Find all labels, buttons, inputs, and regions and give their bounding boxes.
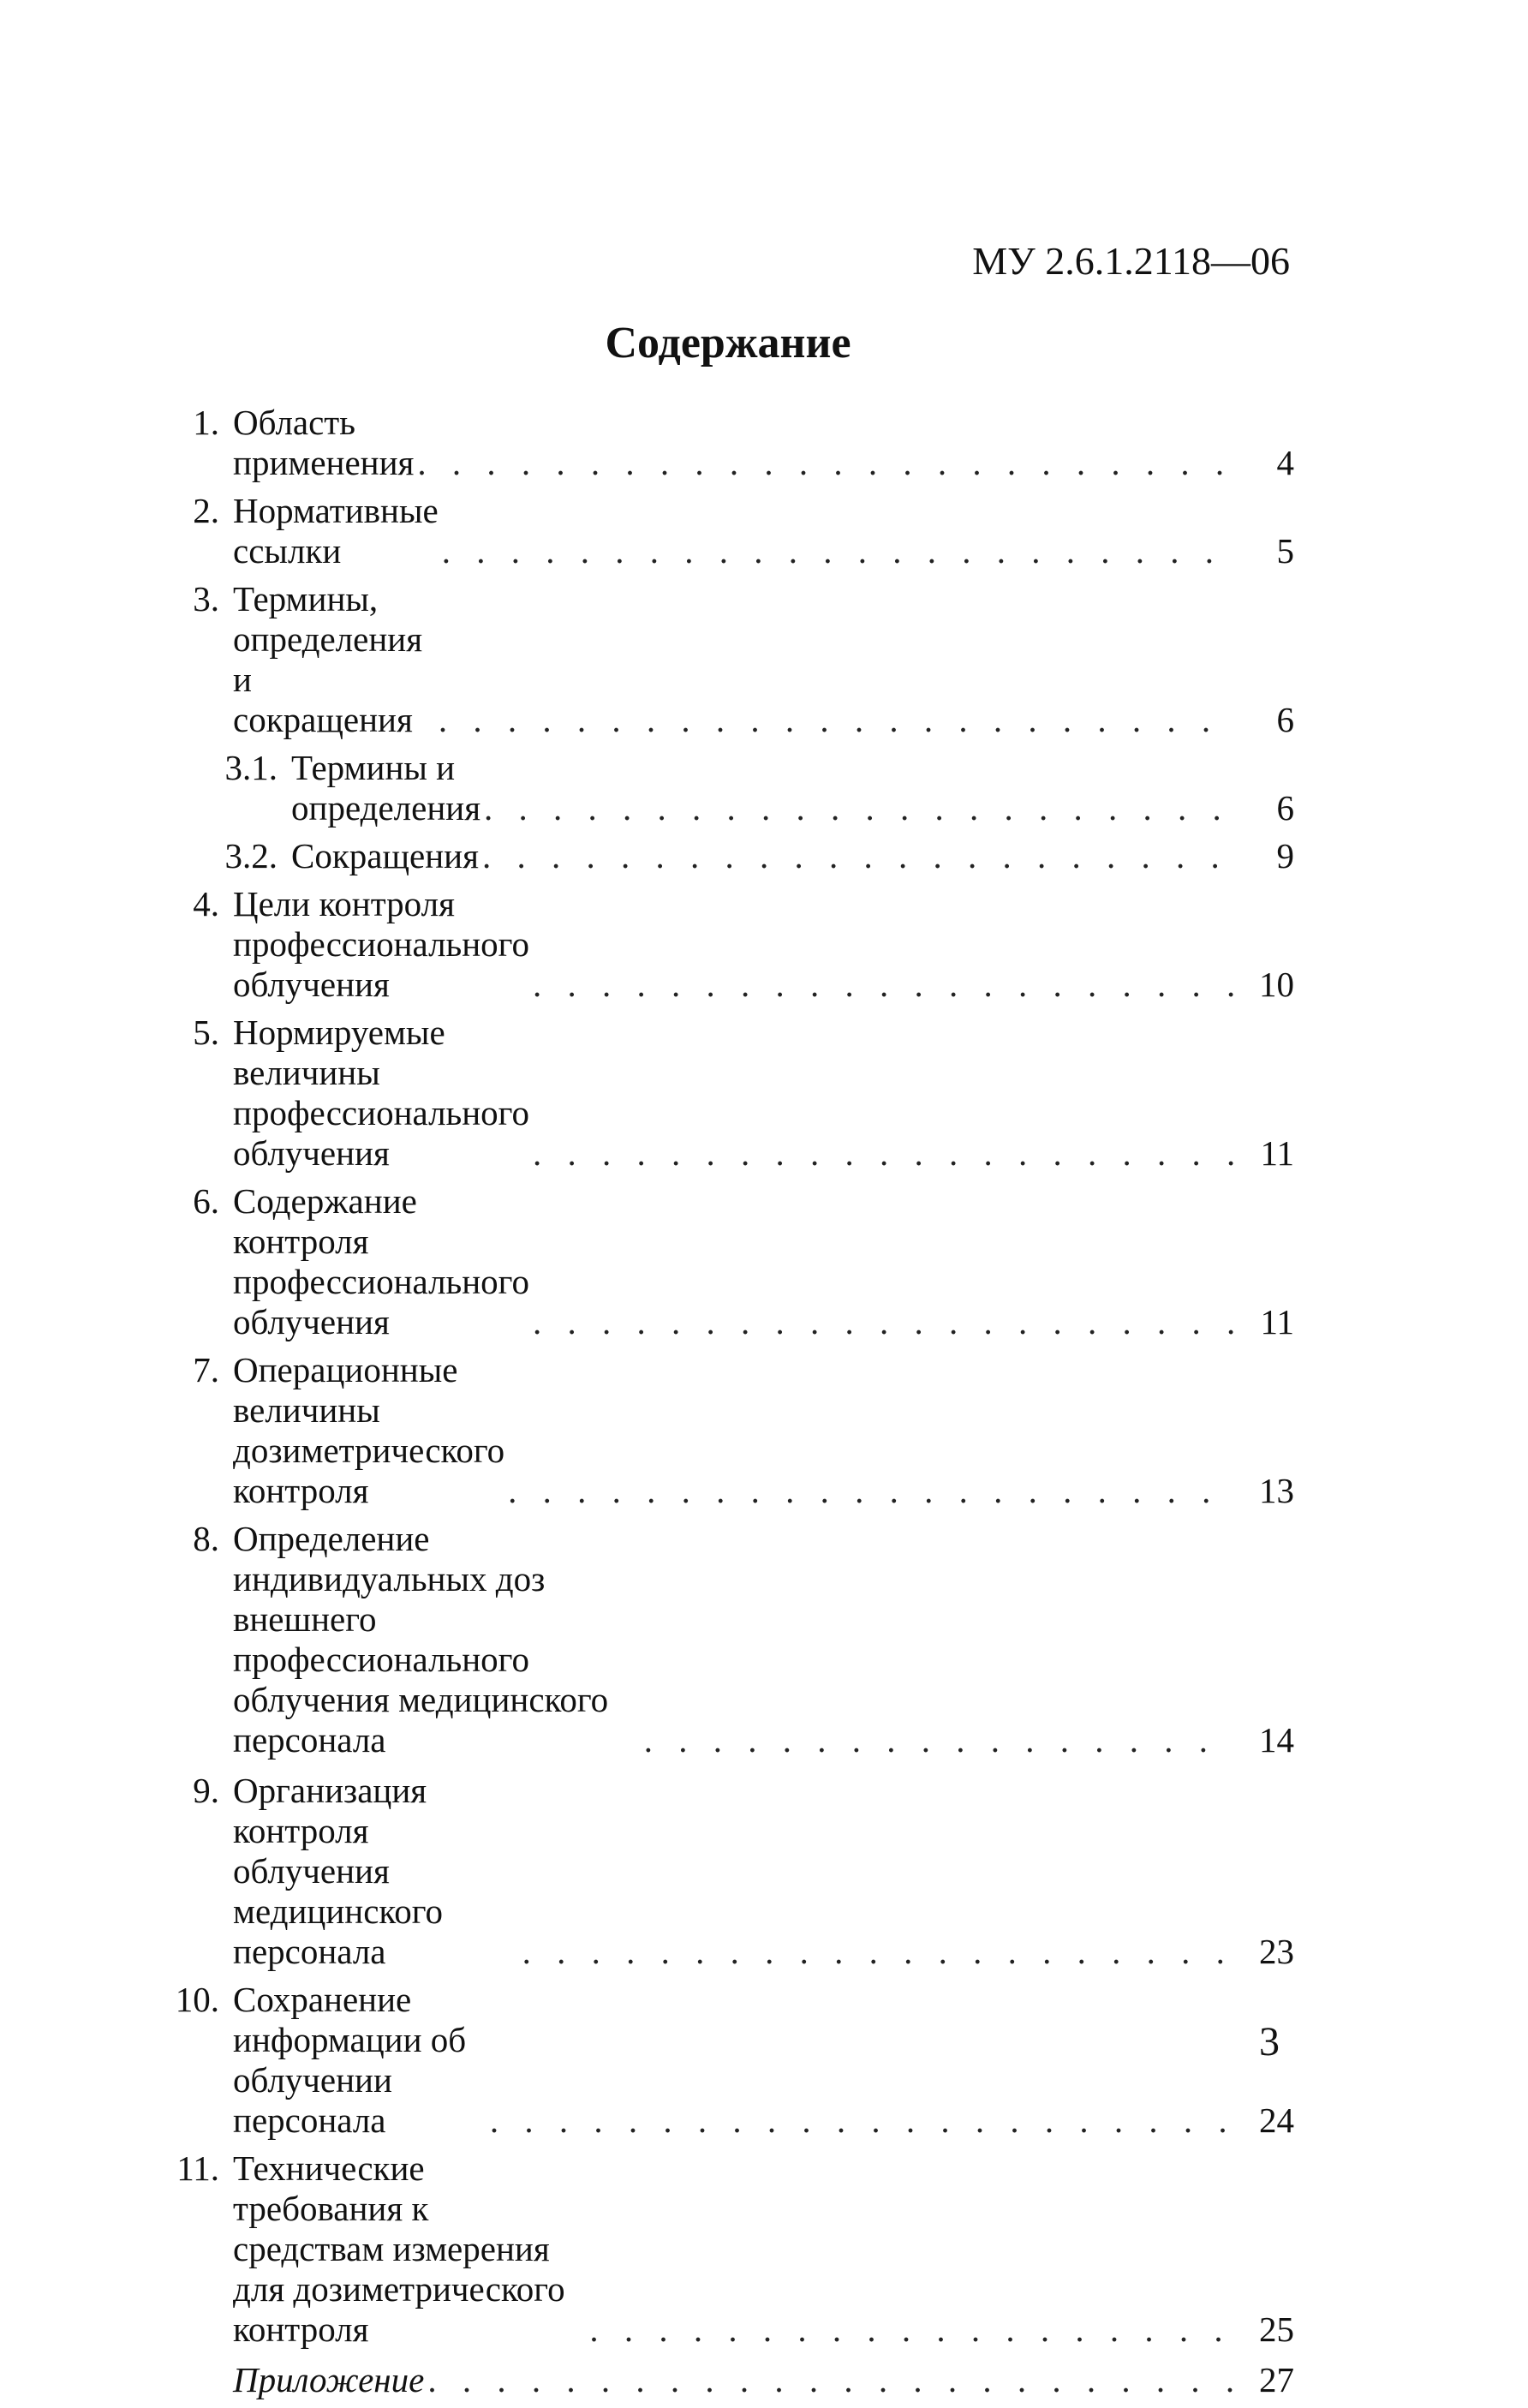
toc-item[interactable] xyxy=(151,2148,1294,2350)
toc-item-number: 8. xyxy=(193,1519,219,1558)
toc-subitem[interactable] xyxy=(151,836,1294,876)
page-number: 3 xyxy=(1259,2019,1280,2064)
toc-item-page: 6 xyxy=(1276,788,1294,828)
dot-leader xyxy=(490,2100,1234,2141)
toc-item-appendix[interactable] xyxy=(151,2360,1294,2400)
toc-item-number: 4. xyxy=(193,884,219,923)
toc-item[interactable] xyxy=(151,579,1294,740)
toc-item-number: 5. xyxy=(193,1013,219,1052)
toc-item-title: Нормативные ссылки xyxy=(233,491,439,571)
toc-item-page: 25 xyxy=(1259,2309,1294,2349)
toc-item-page: 11 xyxy=(1260,1133,1294,1173)
dot-leader xyxy=(482,836,1234,876)
dot-leader xyxy=(442,531,1234,571)
toc-item-number: 11. xyxy=(176,2148,219,2188)
toc-item-title: Сохранение информации об облучении персонала xyxy=(233,1980,467,2140)
toc-item-title: Термины, определения и сокращения xyxy=(233,579,423,739)
toc-item-title: Содержание контроля профессионального облучения xyxy=(233,1181,529,1341)
toc-item-page: 27 xyxy=(1259,2360,1294,2399)
toc-item[interactable] xyxy=(151,1980,1294,2141)
dot-leader xyxy=(644,1720,1234,1760)
toc-item-number: 3.1. xyxy=(224,748,278,787)
toc-item-title: Определение индивидуальных доз внешнего профессионального облучения медицинского персонала xyxy=(233,1519,609,1760)
dot-leader xyxy=(533,1302,1234,1342)
table-of-contents xyxy=(151,403,1294,2408)
toc-item-page: 9 xyxy=(1276,836,1294,875)
dot-leader xyxy=(417,443,1234,483)
dot-leader xyxy=(508,1471,1234,1511)
toc-item-number: 3. xyxy=(193,579,219,618)
toc-item-page: 5 xyxy=(1276,531,1294,571)
toc-item-number: 6. xyxy=(193,1181,219,1221)
toc-item-title: Сокращения xyxy=(291,836,479,875)
toc-item-page: 23 xyxy=(1259,1932,1294,1971)
toc-item[interactable] xyxy=(151,1771,1294,1972)
toc-item[interactable] xyxy=(151,884,1294,1005)
toc-item-number: 10. xyxy=(175,1980,219,2019)
dot-leader xyxy=(589,2309,1234,2350)
toc-item-page: 4 xyxy=(1276,443,1294,482)
toc-item-number: 1. xyxy=(193,403,219,442)
dot-leader xyxy=(522,1932,1234,1972)
document-code: МУ 2.6.1.2118—06 xyxy=(972,239,1290,283)
toc-item-title: Область применения xyxy=(233,403,415,482)
toc-item-number: 9. xyxy=(193,1771,219,1810)
toc-item-title: Технические требования к средствам измерения для дозиметрического контроля xyxy=(233,2148,565,2349)
toc-item-title: Организация контроля облучения медицинского персонала xyxy=(233,1771,444,1971)
toc-item-title: Операционные величины дозиметрического контроля xyxy=(233,1350,505,1510)
toc-item-title: Термины и определения xyxy=(291,748,481,828)
toc-title: Содержание xyxy=(605,319,851,367)
toc-item-number: 3.2. xyxy=(224,836,278,875)
toc-item-number: 2. xyxy=(193,491,219,530)
toc-item-title: Нормируемые величины профессионального облучения xyxy=(233,1013,529,1173)
toc-item-page: 24 xyxy=(1259,2100,1294,2140)
toc-item-title: Цели контроля профессионального облучения xyxy=(233,884,529,1004)
dot-leader xyxy=(533,965,1234,1005)
toc-item-title: Приложение xyxy=(233,2360,425,2399)
toc-item[interactable] xyxy=(151,491,1294,571)
toc-item[interactable] xyxy=(151,1013,1294,1174)
toc-item[interactable] xyxy=(151,1350,1294,1511)
toc-item[interactable] xyxy=(151,1181,1294,1342)
toc-subitem[interactable] xyxy=(151,748,1294,828)
toc-item-number: 7. xyxy=(193,1350,219,1389)
toc-item-page: 13 xyxy=(1259,1471,1294,1510)
dot-leader xyxy=(439,700,1234,740)
toc-item-page: 6 xyxy=(1276,700,1294,739)
toc-item[interactable] xyxy=(151,1519,1294,1760)
toc-item-page: 10 xyxy=(1259,965,1294,1004)
toc-item[interactable] xyxy=(151,403,1294,483)
toc-item-page: 14 xyxy=(1259,1720,1294,1760)
dot-leader xyxy=(533,1133,1234,1174)
toc-item-page: 11 xyxy=(1260,1302,1294,1341)
dot-leader xyxy=(484,788,1234,828)
dot-leader xyxy=(427,2360,1234,2400)
